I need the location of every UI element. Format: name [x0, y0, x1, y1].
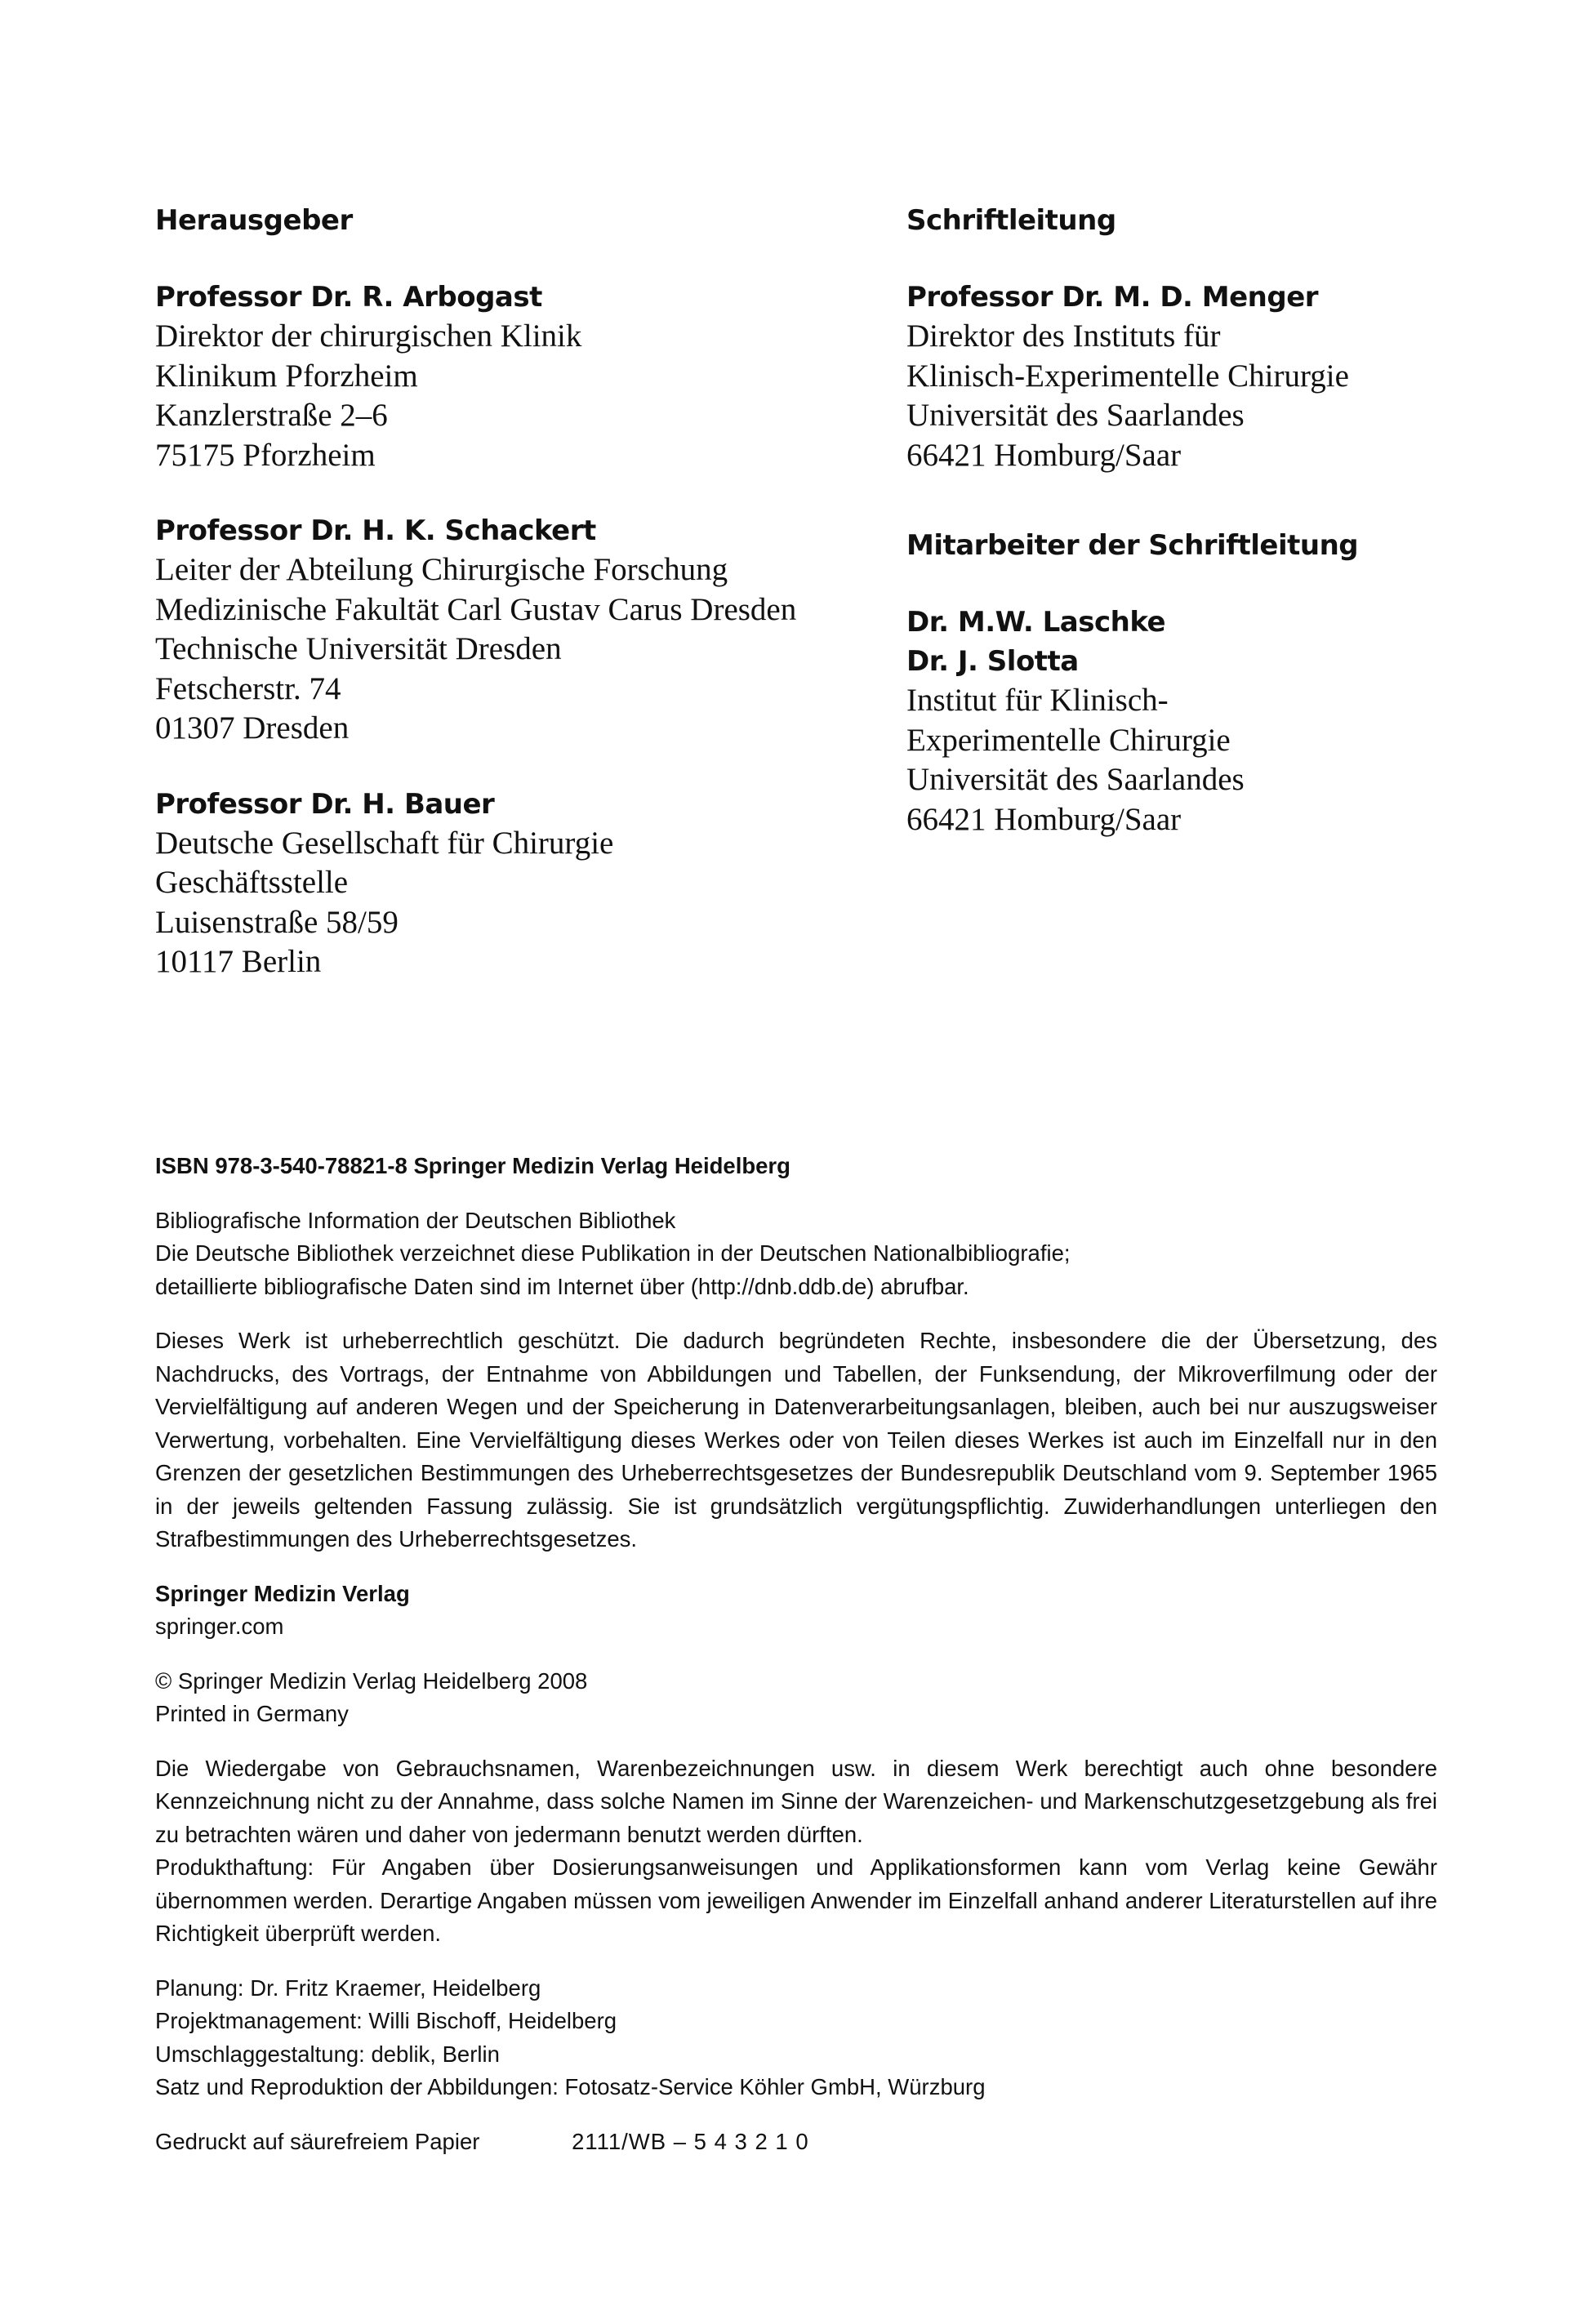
- staff-heading: Mitarbeiter der Schriftleitung: [906, 529, 1359, 562]
- address-line: Medizinische Fakultät Carl Gustav Carus Dresden: [155, 591, 797, 627]
- address-line: Universität des Saarlandes: [906, 762, 1245, 797]
- editor-entry: [155, 785, 857, 982]
- address-line: Direktor der chirurgischen Klinik: [155, 318, 582, 354]
- isbn-line: ISBN 978-3-540-78821-8 Springer Medizin Verlag Heidelberg: [155, 1153, 790, 1178]
- paper-note: Gedruckt auf säurefreiem Papier: [155, 2128, 480, 2154]
- credit-line: Umschlaggestaltung: deblik, Berlin: [155, 2041, 500, 2067]
- staff-entry: [906, 603, 1527, 839]
- copyright-line: © Springer Medizin Verlag Heidelberg 2008: [155, 1667, 588, 1694]
- address-line: Luisenstraße 58/59: [155, 904, 399, 940]
- address-line: Fetscherstr. 74: [155, 670, 341, 706]
- managing-editor-heading: Schriftleitung: [906, 204, 1116, 237]
- managing-editors-column: [906, 201, 1527, 839]
- editors-heading: Herausgeber: [155, 204, 353, 237]
- credit-line: Projektmanagement: Willi Bischoff, Heidelberg: [155, 2008, 617, 2033]
- print-code: 2111/WB – 5 4 3 2 1 0: [572, 2128, 809, 2154]
- biblio-line: Bibliografische Information der Deutschen Bibliothek: [155, 1207, 676, 1233]
- editor-name: Professor Dr. H. Bauer: [155, 787, 495, 821]
- address-line: Deutsche Gesellschaft für Chirurgie: [155, 825, 614, 861]
- address-line: Leiter der Abteilung Chirurgische Forschung: [155, 552, 728, 587]
- address-line: 75175 Pforzheim: [155, 437, 376, 473]
- copyright-notice: Dieses Werk ist urheberrechtlich geschützt. Die dadurch begründeten Rechte, insbesondere die der Übersetzung, des Nachdrucks, des Vortrags, der Entnahme von Abbildungen und Tabellen, der Funksendung, der Mikroverfilmung oder der Vervielfältigung auf anderen Wegen und der Speicherung in Datenverarbeitungsanlagen, bleiben, auch bei nur auszugsweiser Verwertung, vorbehalten. Eine Vervielfältigung dieses Werkes oder von Teilen dieses Werkes ist auch im Einzelfall nur in den Grenzen der gesetzlichen Bestimmungen des Urheberrechtsgesetzes der Bundesrepublik Deutschland vom 9. September 1965 in der jeweils geltenden Fassung zulässig. Sie ist grundsätzlich vergütungspflichtig. Zuwiderhandlungen unterliegen den Strafbestimmungen des Urheberrechtsgesetzes.: [155, 1328, 1437, 1552]
- staff-name: Dr. M.W. Laschke: [906, 606, 1166, 639]
- address-line: Universität des Saarlandes: [906, 398, 1245, 433]
- staff-name: Dr. J. Slotta: [906, 645, 1079, 678]
- editor-entry: [155, 278, 857, 475]
- address-line: Technische Universität Dresden: [155, 631, 562, 666]
- address-line: Experimentelle Chirurgie: [906, 722, 1231, 758]
- credit-line: Satz und Reproduktion der Abbildungen: Fotosatz-Service Köhler GmbH, Würzburg: [155, 2074, 986, 2099]
- liability-notice: Produkthaftung: Für Angaben über Dosierungsanweisungen und Applikationsformen kann vom Verlag keine Gewähr übernommen werden. Derartige Angaben müssen vom jeweiligen Anwender im Einzelfall anhand anderer Literaturstellen auf ihre Richtigkeit überprüft werden.: [155, 1854, 1437, 1946]
- trademark-notice: Die Wiedergabe von Gebrauchsnamen, Warenbezeichnungen usw. in diesem Werk berechtigt auch ohne besondere Kennzeichnung nicht zu der Annahme, dass solche Namen im Sinne der Warenzeichen- und Markenschutzgesetzgebung als frei zu betrachten wären und daher von jedermann benutzt werden dürften.: [155, 1755, 1437, 1847]
- publisher-website: springer.com: [155, 1614, 284, 1639]
- address-line: Klinisch-Experimentelle Chirurgie: [906, 358, 1349, 394]
- editors-column: [155, 201, 857, 982]
- editor-name: Professor Dr. R. Arbogast: [155, 281, 542, 314]
- address-line: 01307 Dresden: [155, 710, 350, 746]
- address-line: Direktor des Instituts für: [906, 318, 1221, 354]
- imprint-section: [155, 1150, 1437, 2158]
- editor-name: Professor Dr. H. K. Schackert: [155, 514, 596, 547]
- address-line: Institut für Klinisch-: [906, 683, 1169, 718]
- address-line: Kanzlerstraße 2–6: [155, 398, 388, 433]
- address-line: 66421 Homburg/Saar: [906, 437, 1182, 473]
- print-info: [155, 2126, 1437, 2159]
- managing-editor-name: Professor Dr. M. D. Menger: [906, 281, 1319, 314]
- address-line: 66421 Homburg/Saar: [906, 801, 1182, 837]
- address-line: 10117 Berlin: [155, 944, 322, 979]
- publisher-name: Springer Medizin Verlag: [155, 1580, 410, 1606]
- editor-entry: [155, 511, 857, 749]
- address-line: Klinikum Pforzheim: [155, 358, 418, 394]
- printed-in-line: Printed in Germany: [155, 1701, 349, 1726]
- biblio-line: detaillierte bibliografische Daten sind im Internet über (http://dnb.ddb.de) abrufbar.: [155, 1273, 969, 1299]
- address-line: Geschäftsstelle: [155, 865, 349, 900]
- managing-editor-entry: [906, 278, 1527, 475]
- credit-line: Planung: Dr. Fritz Kraemer, Heidelberg: [155, 1975, 541, 2001]
- biblio-line: Die Deutsche Bibliothek verzeichnet diese Publikation in der Deutschen Nationalbibliografie;: [155, 1240, 1071, 1266]
